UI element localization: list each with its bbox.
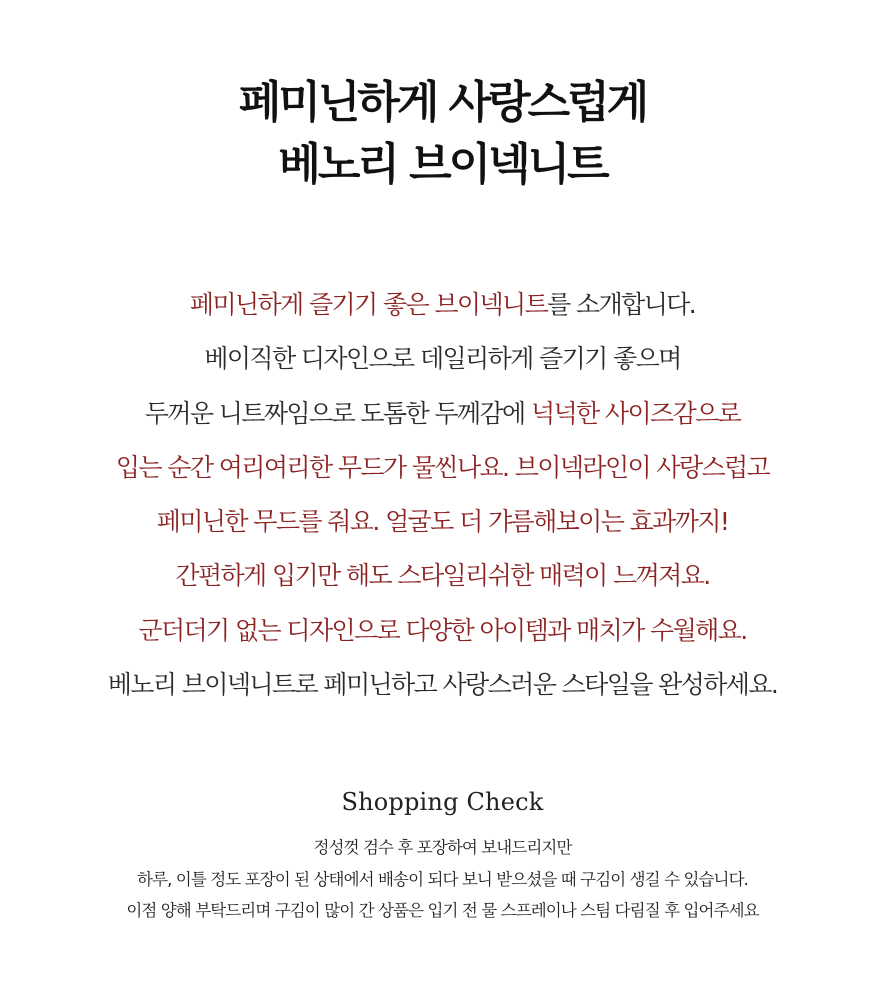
description-highlight: 입는 순간 여리여리한 무드가 물씬나요. 브이넥라인이 사랑스럽고 [115,452,770,482]
description-line-4 [0,441,885,495]
shopping-check-title: Shopping Check [341,788,544,816]
description-highlight: 군더더기 없는 디자인으로 다양한 아이템과 매치가 수월해요. [138,615,747,645]
shopping-check-line-3: 이점 양해 부탁드리며 구김이 많이 간 상품은 입기 전 물 스프레이나 스팀 다림질 후 입어주세요 [126,901,759,920]
description-line-2 [0,332,885,386]
shopping-check-notice [0,832,885,927]
shopping-check-section [0,786,885,927]
description-highlight: 간편하게 입기만 해도 스타일리쉬한 매력이 느껴져요. [175,561,710,591]
product-description [0,278,885,712]
description-line-8 [0,658,885,712]
description-text: 베노리 브이넥니트로 페미닌하고 사랑스러운 스타일을 완성하세요. [107,670,778,700]
description-line-7 [0,604,885,658]
description-text: 두꺼운 니트짜임으로 도톰한 두께감에 [144,398,531,428]
description-highlight: 넉넉한 사이즈감으로 [530,398,741,428]
description-line-6 [0,549,885,603]
shopping-check-line-1: 정성껏 검수 후 포장하여 보내드리지만 [313,838,572,857]
description-line-1 [0,278,885,332]
headline-line-2: 베노리 브이넥니트 [278,139,607,190]
description-highlight: 페미닌하게 즐기기 좋은 브이넥니트 [189,290,548,319]
description-line-3 [0,387,885,441]
headline [0,72,885,196]
headline-line-1: 페미닌하게 사랑스럽게 [238,77,647,128]
shopping-check-line-2: 하루, 이틀 정도 포장이 된 상태에서 배송이 되다 보니 받으셨을 때 구김이 생길 수 있습니다. [137,869,748,889]
description-line-5 [0,495,885,549]
description-text: 를 소개합니다. [547,290,696,319]
description-text: 베이직한 디자인으로 데일리하게 즐기기 좋으며 [204,344,681,374]
description-highlight: 페미닌한 무드를 줘요. 얼굴도 더 갸름해보이는 효과까지! [156,507,729,537]
